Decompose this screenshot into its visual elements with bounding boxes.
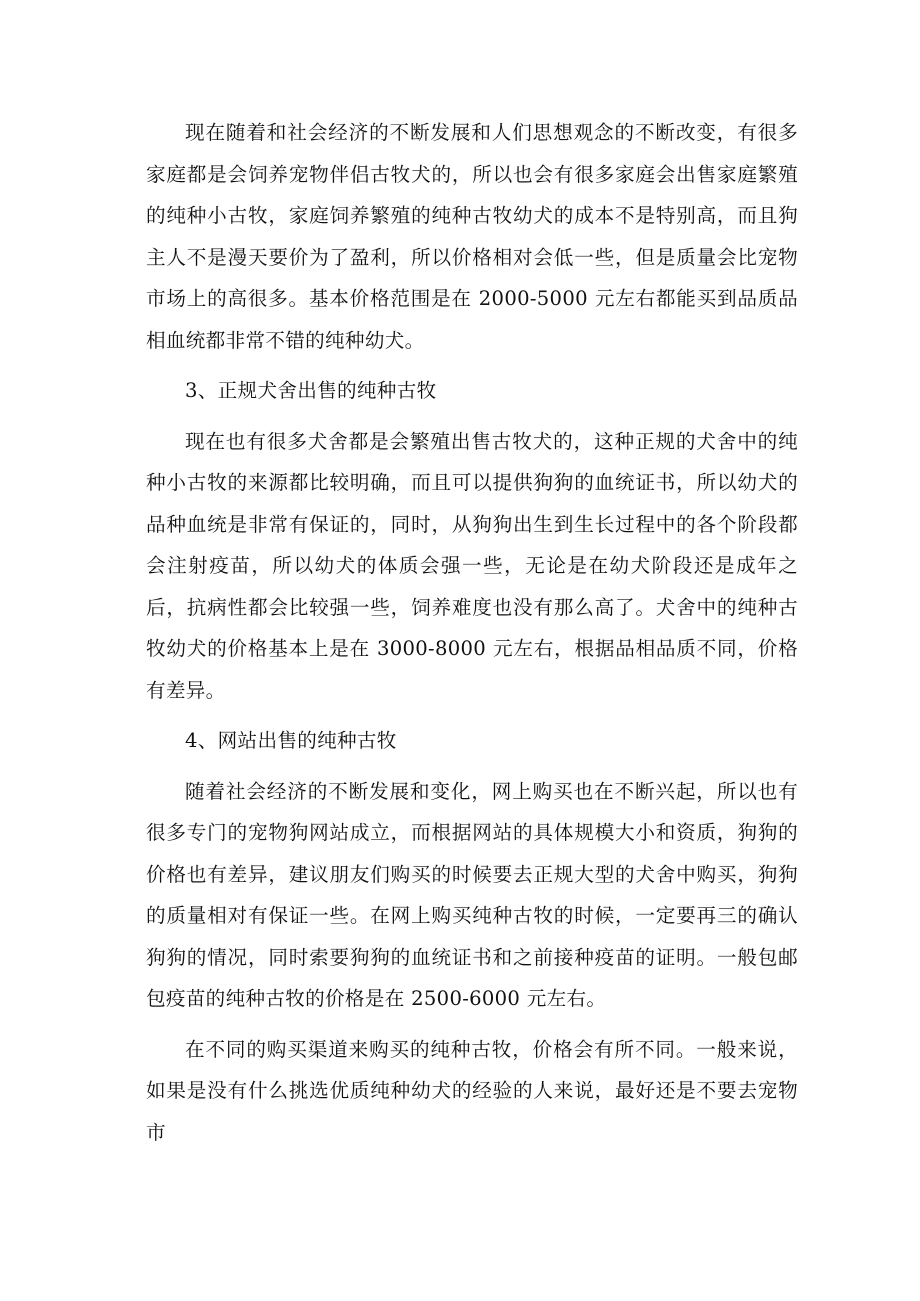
paragraph-family-breeding: 现在随着和社会经济的不断发展和人们思想观念的不断改变，有很多家庭都是会饲养宠物伴侣古牧犬的，所以也会有很多家庭会出售家庭繁殖的纯种小古牧，家庭饲养繁殖的纯种古牧幼犬的成本不是特别高，而且狗主人不是漫天要价为了盈利，所以价格相对会低一些，但是质量会比宠物市场上的高很多。基本价格范围是在 2000-5000 元左右都能买到品质品相血统都非常不错的纯种幼犬。: [146, 121, 798, 352]
heading-website: 4、网站出售的纯种古牧: [185, 729, 397, 752]
paragraph-conclusion: 在不同的购买渠道来购买的纯种古牧，价格会有所不同。一般来说，如果是没有什么挑选优质纯种幼犬的经验的人来说，最好还是不要去宠物市: [146, 1037, 798, 1144]
paragraph-website: 随着社会经济的不断发展和变化，网上购买也在不断兴起，所以也有很多专门的宠物狗网站成立，而根据网站的具体规模大小和资质，狗狗的价格也有差异，建议朋友们购买的时候要去正规大型的犬舍中购买，狗狗的质量相对有保证一些。在网上购买纯种古牧的时候，一定要再三的确认狗狗的情况，同时索要狗狗的血统证书和之前接种疫苗的证明。一般包邮包疫苗的纯种古牧的价格是在 2500-6000 元左右。: [146, 779, 798, 1010]
document-body: [146, 112, 798, 1162]
paragraph-kennel: 现在也有很多犬舍都是会繁殖出售古牧犬的，这种正规的犬舍中的纯种小古牧的来源都比较明确，而且可以提供狗狗的血统证书，所以幼犬的品种血统是非常有保证的，同时，从狗狗出生到生长过程中的各个阶段都会注射疫苗，所以幼犬的体质会强一些，无论是在幼犬阶段还是成年之后，抗病性都会比较强一些，饲养难度也没有那么高了。犬舍中的纯种古牧幼犬的价格基本上是在 3000-8000 元左右，根据品相品质不同，价格有差异。: [146, 429, 798, 702]
heading-kennel: 3、正规犬舍出售的纯种古牧: [185, 379, 437, 402]
